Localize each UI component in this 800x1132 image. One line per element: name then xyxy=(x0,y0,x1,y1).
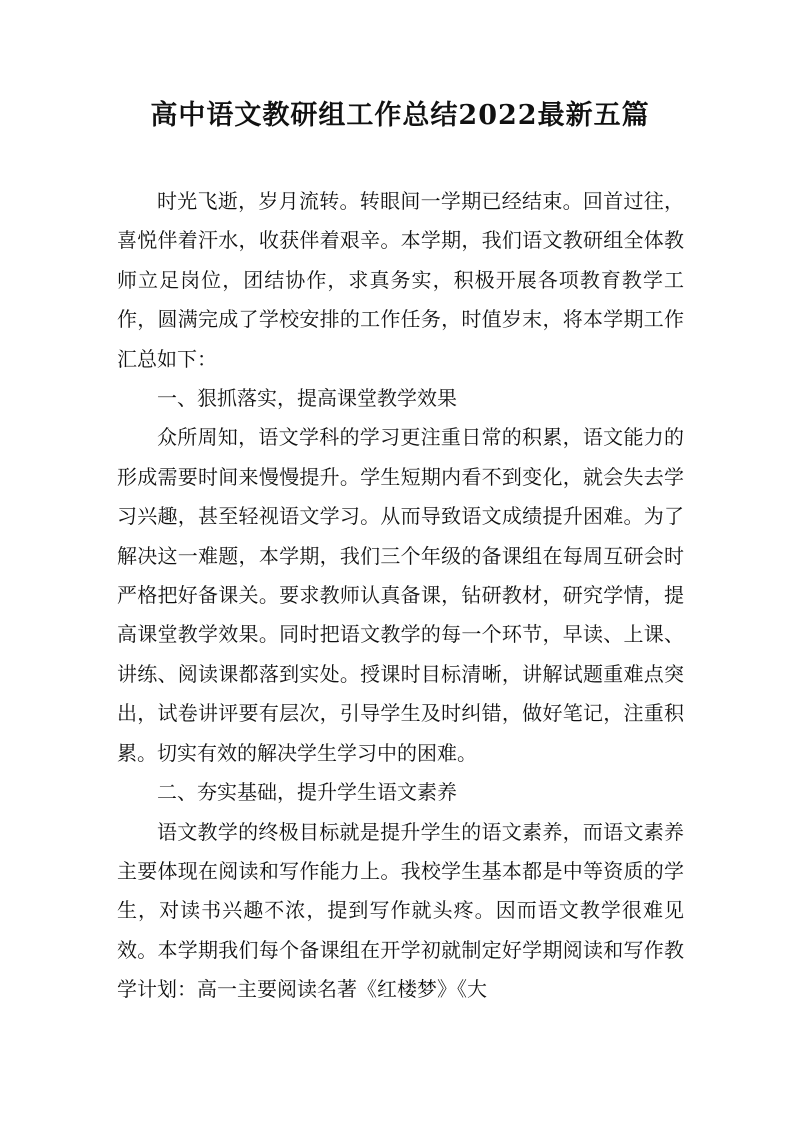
paragraph-intro: 时光飞逝，岁月流转。转眼间一学期已经结束。回首过往，喜悦伴着汗水，收获伴着艰辛。本学期，我们语文教研组全体教师立足岗位，团结协作，求真务实，积极开展各项教育教学工作，圆满完成了学校安排的工作任务，时值岁末，将本学期工作汇总如下： xyxy=(117,189,684,371)
paragraph-section-2: 语文教学的终极目标就是提升学生的语文素养，而语文素养主要体现在阅读和写作能力上。我校学生基本都是中等资质的学生，对读书兴趣不浓，提到写作就头疼。因而语文教学很难见效。本学期我们每个备课组在开学初就制定好学期阅读和写作教学计划：高一主要阅读名著《红楼梦》《大 xyxy=(117,819,684,1002)
document-body xyxy=(117,182,684,1010)
paragraph-section-1: 众所周知，语文学科的学习更注重日常的积累，语文能力的形成需要时间来慢慢提升。学生短期内看不到变化，就会失去学习兴趣，甚至轻视语文学习。从而导致语文成绩提升困难。为了解决这一难题，本学期，我们三个年级的备课组在每周互研会时严格把好备课关。要求教师认真备课，钻研教材，研究学情，提高课堂教学效果。同时把语文教学的每一个环节，早读、上课、讲练、阅读课都落到实处。授课时目标清晰，讲解试题重难点突出，试卷讲评要有层次，引导学生及时纠错，做好笔记，注重积累。切实有效的解决学生学习中的困难。 xyxy=(117,425,684,765)
document-title: 高中语文教研组工作总结2022最新五篇 xyxy=(150,100,650,131)
section-heading-1: 一、狠抓落实，提高课堂教学效果 xyxy=(157,386,457,411)
section-heading-2: 二、夯实基础，提升学生语文素养 xyxy=(157,780,457,805)
